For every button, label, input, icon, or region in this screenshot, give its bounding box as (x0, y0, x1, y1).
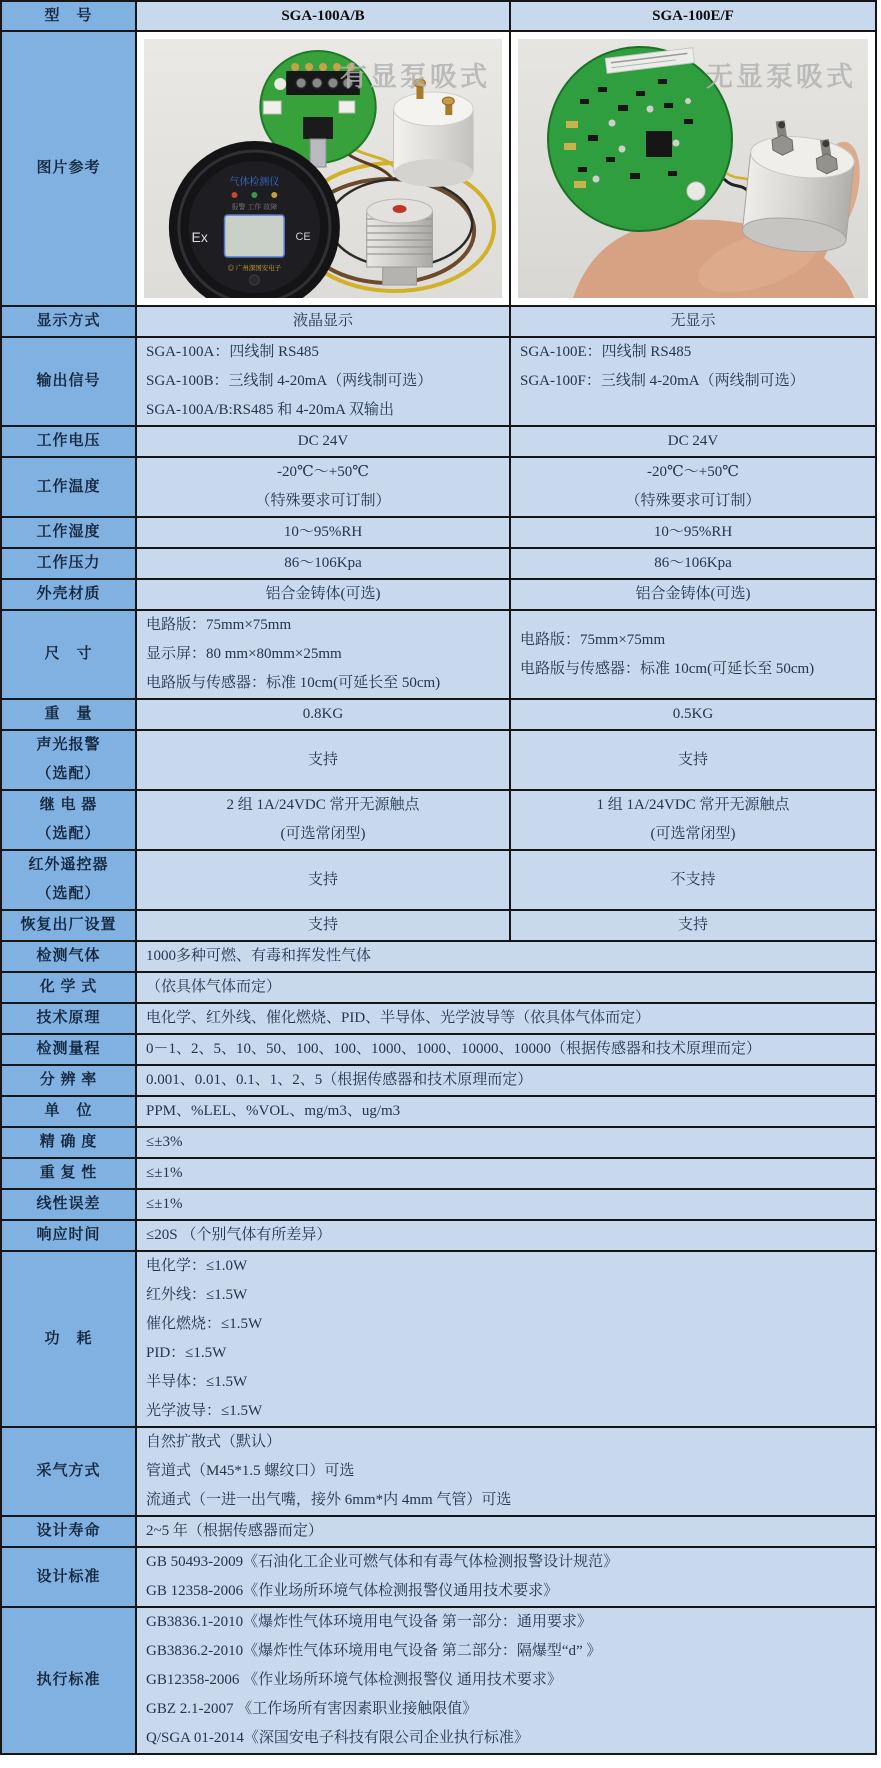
full-label-line: 检测气体 (36, 948, 101, 964)
full-value-line: GB 50493-2009《石油化工企业可燃气体和有毒气体检测报警设计规范》 (146, 1554, 619, 1570)
spec-value-line: (可选常闭型) (650, 826, 736, 842)
full-value-line: 催化燃烧：≤1.5W (146, 1316, 263, 1332)
spec-label-line: （选配） (36, 826, 101, 842)
spec-value-right (511, 731, 875, 789)
full-label-line: 技术原理 (36, 1010, 101, 1026)
spec-value-line: 10～95%RH (283, 524, 363, 540)
full-row-label (2, 1128, 137, 1157)
full-row-value (137, 1517, 875, 1546)
spec-value-left (137, 700, 511, 729)
full-value-line: 电化学：≤1.0W (146, 1258, 248, 1274)
full-label-line: 功 耗 (44, 1330, 93, 1347)
full-row (2, 1066, 875, 1097)
spec-value-right (511, 458, 875, 516)
spec-value-left (137, 458, 511, 516)
full-row-value (137, 1190, 875, 1219)
full-row (2, 1221, 875, 1252)
full-value-line: ≤±1% (146, 1165, 183, 1181)
spec-value-right (511, 851, 875, 909)
spec-row-label (2, 427, 137, 456)
spec-value-line: （特殊要求可订制） (255, 493, 391, 509)
spec-value-line: -20℃～+50℃ (276, 464, 369, 480)
full-row-value (137, 1252, 875, 1426)
full-row-label (2, 1252, 137, 1426)
product-photo-left-cell (137, 32, 511, 305)
full-value-line: （依具体气体而定） (146, 979, 282, 995)
spec-label-line: 工作温度 (36, 478, 101, 495)
full-row-label (2, 1004, 137, 1033)
spec-label-line: 声光报警 (36, 737, 101, 753)
spec-value-line: 电路版：75mm×75mm (146, 617, 292, 633)
spec-row-label (2, 518, 137, 547)
spec-label-line: 继 电 器 (39, 797, 98, 813)
spec-row (2, 851, 875, 911)
spec-value-right (511, 549, 875, 578)
full-row-value (137, 1221, 875, 1250)
spec-label-line: 显示方式 (36, 313, 101, 329)
spec-label-line: 红外遥控器 (28, 857, 109, 873)
spec-label-line: 尺 寸 (44, 646, 93, 662)
spec-row-label (2, 611, 137, 698)
full-label-line: 执行标准 (36, 1672, 101, 1688)
spec-row-label (2, 458, 137, 516)
full-label-line: 采气方式 (36, 1463, 101, 1479)
svg-text:CE: CE (295, 230, 311, 244)
product-photo-left (144, 39, 502, 298)
full-row-value (137, 973, 875, 1002)
spec-value-line: 不支持 (670, 871, 716, 888)
spec-value-line: 0.8KG (302, 706, 344, 722)
full-value-line: GB3836.2-2010《爆炸性气体环境用电气设备 第二部分：隔爆型“d” 》 (146, 1643, 602, 1659)
full-row-label (2, 1517, 137, 1546)
spec-value-line: 铝合金铸体(可选) (635, 586, 751, 602)
spec-value-line: 铝合金铸体(可选) (265, 586, 381, 602)
spec-label-line: 工作湿度 (36, 524, 101, 540)
full-row-value (137, 1159, 875, 1188)
spec-row (2, 580, 875, 611)
spec-value-line: 0.5KG (672, 706, 714, 722)
full-row-value (137, 1428, 875, 1515)
spec-row (2, 791, 875, 851)
spec-row-label (2, 549, 137, 578)
full-row-label (2, 942, 137, 971)
full-row-label (2, 1608, 137, 1753)
spec-value-line: （特殊要求可订制） (625, 493, 761, 509)
spec-value-right (511, 580, 875, 609)
spec-value-line: 电路版与传感器：标准 10cm(可延长至 50cm) (520, 660, 815, 677)
full-value-line: ≤±3% (146, 1134, 183, 1150)
full-row-label (2, 1066, 137, 1095)
model-name-b-cell (511, 2, 875, 30)
spec-value-line: SGA-100F：三线制 4-20mA（两线制可选） (520, 373, 805, 389)
spec-value-line: 支持 (307, 751, 338, 768)
full-row-value (137, 1066, 875, 1095)
spec-value-line: -20℃～+50℃ (646, 464, 739, 480)
image-reference-row (2, 32, 875, 307)
spec-row-label (2, 700, 137, 729)
spec-row (2, 700, 875, 731)
full-row (2, 1517, 875, 1548)
spec-value-line: 电路版：75mm×75mm (520, 631, 666, 648)
full-row (2, 1190, 875, 1221)
spec-row-label (2, 338, 137, 425)
spec-value-left (137, 911, 511, 940)
spec-label-line: （选配） (36, 886, 101, 902)
full-value-line: 红外线：≤1.5W (146, 1287, 248, 1303)
full-row (2, 1159, 875, 1190)
full-label-line: 设计标准 (36, 1568, 101, 1585)
spec-label-line: 工作压力 (36, 555, 101, 571)
watermark-left: 有显泵吸式 (340, 62, 490, 92)
full-row-label (2, 1035, 137, 1064)
spec-value-line: 支持 (307, 917, 338, 933)
spec-value-line: 1 组 1A/24VDC 常开无源触点 (596, 797, 790, 813)
spec-row-label (2, 731, 137, 789)
spec-row (2, 911, 875, 942)
full-row-value (137, 1548, 875, 1606)
full-label-line: 重 复 性 (39, 1165, 98, 1181)
spec-value-right (511, 307, 875, 336)
spec-value-left (137, 307, 511, 336)
full-value-line: PPM、%LEL、%VOL、mg/m3、ug/m3 (146, 1103, 401, 1119)
spec-label-line: 恢复出厂设置 (20, 917, 117, 933)
spec-row-label (2, 307, 137, 336)
spec-value-right (511, 427, 875, 456)
full-value-line: 半导体：≤1.5W (146, 1374, 248, 1390)
spec-value-line: 86～106Kpa (654, 555, 732, 571)
spec-row (2, 549, 875, 580)
spec-value-left (137, 611, 511, 698)
spec-value-line: 10～95%RH (653, 524, 733, 540)
full-row (2, 1097, 875, 1128)
full-row (2, 1004, 875, 1035)
spec-value-line: 支持 (307, 871, 338, 888)
full-value-line: 光学波导：≤1.5W (146, 1403, 263, 1419)
spec-label-line: 工作电压 (36, 433, 101, 449)
product-photo-right-cell (511, 32, 875, 305)
spec-label-line: 外壳材质 (36, 586, 101, 602)
full-row-label (2, 1190, 137, 1219)
svg-text:Ex: Ex (191, 228, 208, 246)
spec-value-left (137, 549, 511, 578)
spec-row-label (2, 851, 137, 909)
full-row (2, 1608, 875, 1753)
spec-label-line: （选配） (36, 766, 101, 782)
spec-value-line: 液晶显示 (292, 313, 353, 329)
full-label-line: 精 确 度 (39, 1134, 98, 1150)
spec-row (2, 731, 875, 791)
spec-value-line: SGA-100A/B:RS485 和 4-20mA 双输出 (146, 402, 394, 418)
model-name-a: SGA-100A/B (281, 8, 365, 24)
spec-row (2, 307, 875, 338)
full-value-line: ≤20S （个别气体有所差异） (146, 1227, 332, 1243)
spec-value-line: DC 24V (297, 433, 349, 449)
model-header-label (2, 2, 137, 30)
full-row (2, 1252, 875, 1428)
full-value-line: GB3836.1-2010《爆炸性气体环境用电气设备 第一部分：通用要求》 (146, 1614, 592, 1630)
spec-value-line: 支持 (677, 917, 708, 933)
full-value-line: 0.001、0.01、0.1、1、2、5（根据传感器和技术原理而定） (146, 1072, 533, 1088)
spec-value-line: SGA-100A：四线制 RS485 (146, 344, 319, 360)
full-value-line: 0－1、2、5、10、50、100、100、1000、1000、10000、10000（根据传感器和技术原理而定） (146, 1041, 762, 1057)
spec-row-label (2, 791, 137, 849)
full-value-line: 自然扩散式（默认） (146, 1434, 282, 1450)
spec-row (2, 611, 875, 700)
spec-value-right (511, 911, 875, 940)
full-row-value (137, 1097, 875, 1126)
spec-value-right (511, 338, 875, 425)
spec-value-left (137, 518, 511, 547)
spec-value-right (511, 700, 875, 729)
full-row-label (2, 1548, 137, 1606)
svg-text:◎ 广州深国安电子: ◎ 广州深国安电子 (227, 264, 282, 273)
spec-value-left (137, 427, 511, 456)
full-value-line: GB 12358-2006《作业场所环境气体检测报警仪通用技术要求》 (146, 1583, 559, 1599)
full-value-line: PID：≤1.5W (146, 1345, 227, 1361)
spec-value-line: (可选常闭型) (280, 826, 366, 842)
full-value-line: 2~5 年（根据传感器而定） (146, 1523, 323, 1539)
spec-value-line: 电路版与传感器：标准 10cm(可延长至 50cm) (146, 675, 441, 691)
full-row-value (137, 1608, 875, 1753)
spec-value-line: DC 24V (667, 433, 719, 449)
spec-value-left (137, 580, 511, 609)
spec-value-left (137, 731, 511, 789)
spec-value-line: 2 组 1A/24VDC 常开无源触点 (226, 797, 420, 813)
full-row-label (2, 973, 137, 1002)
spec-row-label (2, 911, 137, 940)
spec-value-line: 显示屏：80 mm×80mm×25mm (146, 646, 342, 662)
full-value-line: Q/SGA 01-2014《深国安电子科技有限公司企业执行标准》 (146, 1730, 529, 1746)
full-row-label (2, 1097, 137, 1126)
svg-text:气体检测仪: 气体检测仪 (229, 176, 280, 189)
full-value-line: 电化学、红外线、催化燃烧、PID、半导体、光学波导等（依具体气体而定） (146, 1010, 651, 1026)
full-row-value (137, 942, 875, 971)
full-row-label (2, 1159, 137, 1188)
full-label-line: 检测量程 (36, 1041, 101, 1057)
spec-value-left (137, 338, 511, 425)
watermark-right: 无显泵吸式 (706, 62, 856, 92)
full-row (2, 1035, 875, 1066)
spec-row (2, 518, 875, 549)
model-header-row (2, 2, 875, 32)
spec-row (2, 338, 875, 427)
full-value-line: GB12358-2006 《作业场所环境气体检测报警仪 通用技术要求》 (146, 1672, 562, 1688)
svg-text:报警 工作 故障: 报警 工作 故障 (231, 203, 278, 212)
full-row (2, 1128, 875, 1159)
spec-row-label (2, 580, 137, 609)
model-name-b: SGA-100E/F (652, 8, 734, 24)
full-row-label (2, 1428, 137, 1515)
full-label-line: 线性误差 (36, 1196, 101, 1212)
full-row-value (137, 1035, 875, 1064)
spec-value-line: 无显示 (670, 313, 716, 329)
image-row-label-cell (2, 32, 137, 305)
full-label-line: 分 辨 率 (39, 1072, 98, 1088)
spec-row (2, 458, 875, 518)
full-label-line: 响应时间 (36, 1227, 101, 1243)
spec-row (2, 427, 875, 458)
full-row (2, 942, 875, 973)
spec-value-line: 86～106Kpa (284, 555, 362, 571)
image-row-label: 图片参考 (36, 160, 101, 176)
full-value-line: 管道式（M45*1.5 螺纹口）可选 (146, 1463, 355, 1479)
full-row (2, 973, 875, 1004)
full-label-line: 单 位 (44, 1103, 93, 1119)
spec-value-right (511, 611, 875, 698)
full-value-line: ≤±1% (146, 1196, 183, 1212)
spec-label-line: 输出信号 (36, 373, 101, 389)
full-row (2, 1428, 875, 1517)
full-value-line: 流通式（一进一出气嘴，接外 6mm*内 4mm 气管）可选 (146, 1492, 512, 1508)
spec-value-left (137, 851, 511, 909)
spec-value-line: 支持 (677, 751, 708, 768)
model-header-label-text: 型 号 (44, 8, 93, 24)
full-label-line: 设计寿命 (36, 1523, 101, 1539)
full-value-line: GBZ 2.1-2007 《工作场所有害因素职业接触限值》 (146, 1701, 478, 1717)
spec-value-line: SGA-100B：三线制 4-20mA（两线制可选） (146, 373, 433, 389)
spec-value-left (137, 791, 511, 849)
full-value-line: 1000多种可燃、有毒和挥发性气体 (146, 948, 372, 964)
full-row (2, 1548, 875, 1608)
full-label-line: 化 学 式 (39, 979, 98, 995)
full-row-label (2, 1221, 137, 1250)
spec-value-line: SGA-100E：四线制 RS485 (520, 344, 692, 360)
spec-label-line: 重 量 (44, 706, 93, 722)
full-row-value (137, 1128, 875, 1157)
spec-value-right (511, 518, 875, 547)
product-photo-right (518, 39, 868, 298)
spec-value-right (511, 791, 875, 849)
full-row-value (137, 1004, 875, 1033)
model-name-a-cell (137, 2, 511, 30)
